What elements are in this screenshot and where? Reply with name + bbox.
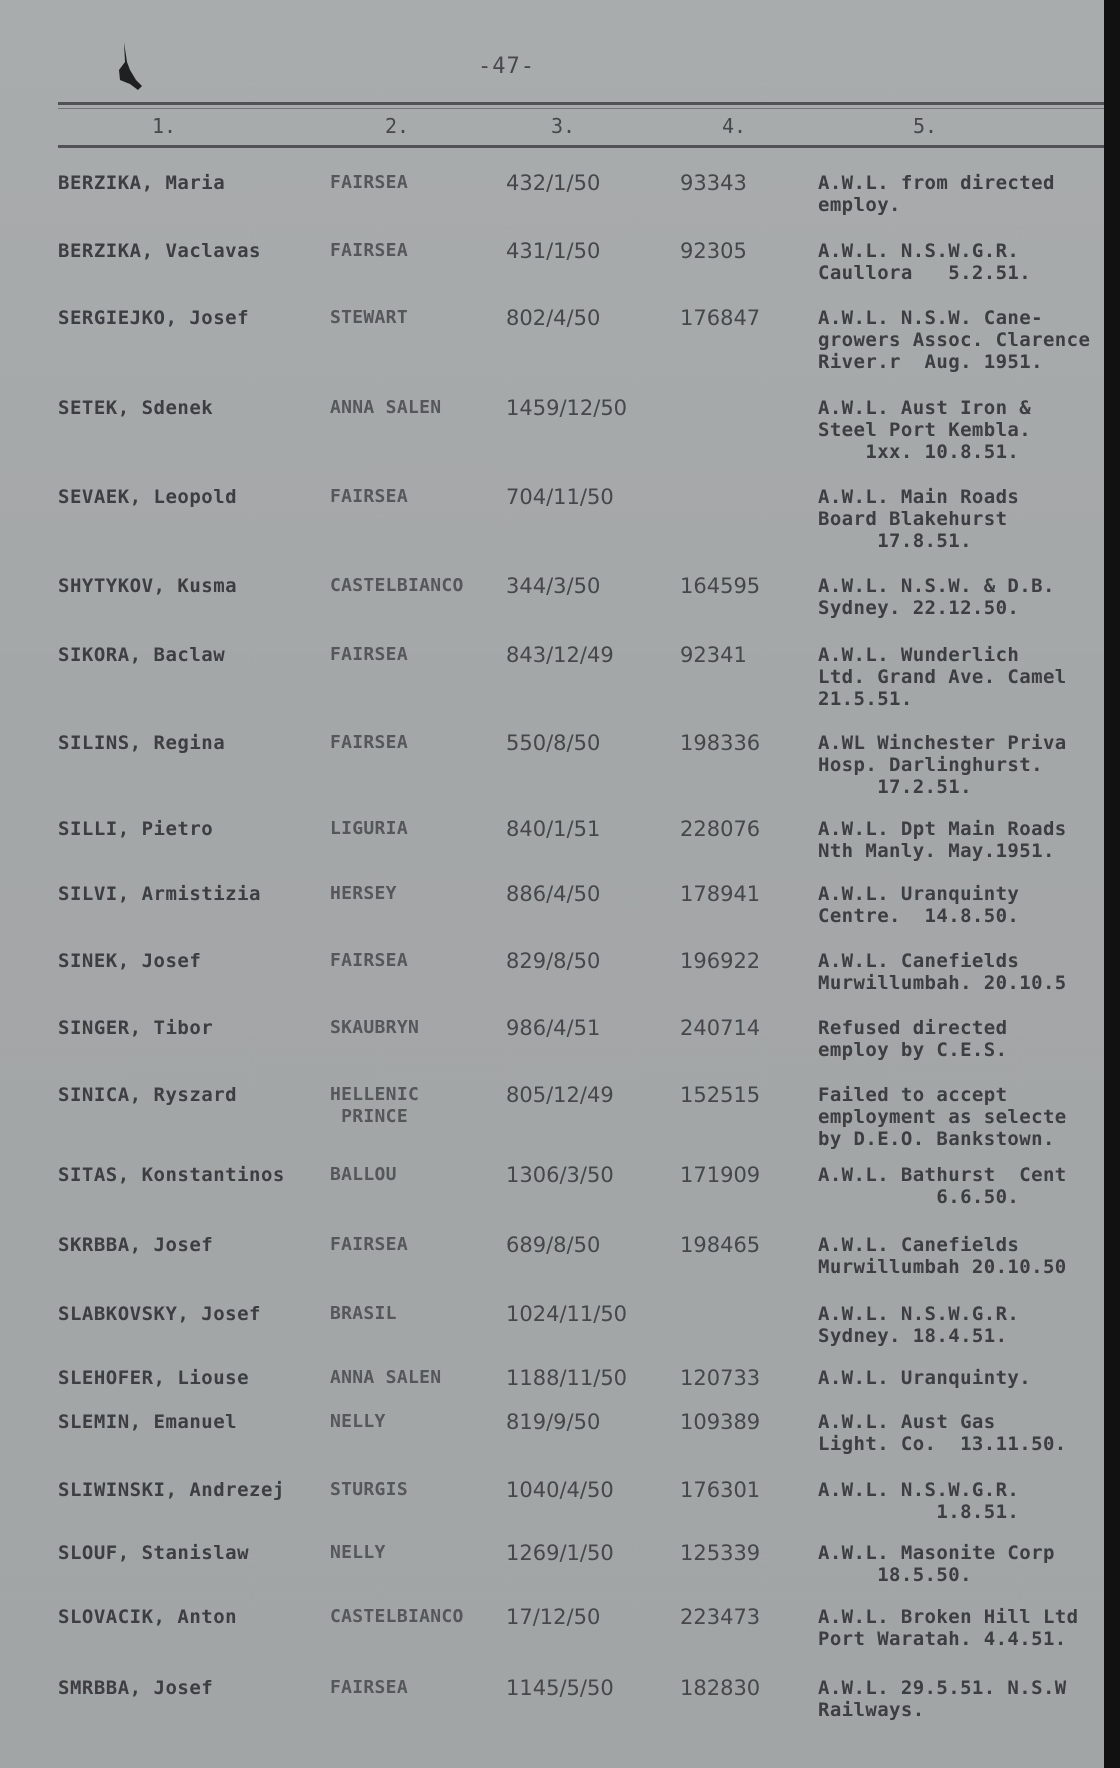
reference-cell: 431/1/50 bbox=[506, 239, 601, 263]
name-cell: SLABKOVSKY, Josef bbox=[58, 1303, 261, 1325]
column-header-1: 1. bbox=[152, 114, 177, 138]
ship-cell: ANNA SALEN bbox=[330, 397, 442, 418]
remarks-cell bbox=[818, 732, 1067, 798]
name-cell: SLOVACIK, Anton bbox=[58, 1606, 238, 1628]
remarks-cell bbox=[818, 883, 1019, 927]
ship-cell: STEWART bbox=[330, 307, 408, 328]
number-cell: 228076 bbox=[680, 817, 761, 841]
remarks-line: A.W.L. Uranquinty bbox=[818, 883, 1020, 905]
remarks-line: growers Assoc. Clarence bbox=[818, 329, 1091, 351]
remarks-line: A.W.L. N.S.W. Cane- bbox=[818, 307, 1043, 329]
remarks-line: Steel Port Kembla. bbox=[818, 419, 1032, 441]
remarks-line: 18.5.50. bbox=[818, 1564, 972, 1586]
remarks-line: A.W.L. from directed bbox=[818, 172, 1055, 194]
name-cell: BERZIKA, Maria bbox=[58, 172, 226, 194]
reference-cell: 1040/4/50 bbox=[506, 1478, 614, 1502]
ink-mark bbox=[116, 40, 146, 92]
number-cell: 198465 bbox=[680, 1233, 761, 1257]
ship-cell: FAIRSEA bbox=[330, 1234, 408, 1255]
name-cell: SILLI, Pietro bbox=[58, 818, 214, 840]
remarks-line: Murwillumbah. 20.10.5 bbox=[818, 972, 1067, 994]
reference-cell: 843/12/49 bbox=[506, 643, 614, 667]
remarks-line: River.r Aug. 1951. bbox=[818, 351, 1043, 373]
number-cell: 152515 bbox=[680, 1083, 761, 1107]
remarks-line: employ by C.E.S. bbox=[818, 1039, 1008, 1061]
remarks-line: A.W.L. N.S.W.G.R. bbox=[818, 1479, 1020, 1501]
number-cell: 196922 bbox=[680, 949, 761, 973]
reference-cell: 1145/5/50 bbox=[506, 1676, 614, 1700]
ship-cell: CASTELBIANCO bbox=[330, 1606, 464, 1627]
reference-cell: 344/3/50 bbox=[506, 574, 601, 598]
ship-cell: NELLY bbox=[330, 1542, 386, 1563]
remarks-line: by D.E.O. Bankstown. bbox=[818, 1128, 1055, 1150]
reference-cell: 802/4/50 bbox=[506, 306, 601, 330]
remarks-line: employ. bbox=[818, 194, 901, 216]
name-cell: SITAS, Konstantinos bbox=[58, 1164, 285, 1186]
column-header-3: 3. bbox=[551, 114, 576, 138]
remarks-line: 21.5.51. bbox=[818, 688, 913, 710]
number-cell: 125339 bbox=[680, 1541, 761, 1565]
name-cell: SILINS, Regina bbox=[58, 732, 226, 754]
reference-cell: 805/12/49 bbox=[506, 1083, 614, 1107]
number-cell: 240714 bbox=[680, 1016, 761, 1040]
ship-cell: FAIRSEA bbox=[330, 950, 408, 971]
reference-cell: 432/1/50 bbox=[506, 171, 601, 195]
reference-cell: 1306/3/50 bbox=[506, 1163, 614, 1187]
ship-cell: FAIRSEA bbox=[330, 732, 408, 753]
remarks-cell bbox=[818, 1367, 1031, 1389]
number-cell: 223473 bbox=[680, 1605, 761, 1629]
remarks-line: 17.8.51. bbox=[818, 530, 972, 552]
reference-cell: 886/4/50 bbox=[506, 882, 601, 906]
remarks-line: Centre. 14.8.50. bbox=[818, 905, 1020, 927]
number-cell: 92305 bbox=[680, 239, 747, 263]
remarks-line: A.W.L. Dpt Main Roads bbox=[818, 818, 1067, 840]
remarks-line: 6.6.50. bbox=[818, 1186, 1020, 1208]
number-cell: 182830 bbox=[680, 1676, 761, 1700]
column-header-4: 4. bbox=[722, 114, 747, 138]
remarks-cell bbox=[818, 1606, 1078, 1650]
remarks-line: 17.2.51. bbox=[818, 776, 972, 798]
remarks-cell bbox=[818, 1411, 1067, 1455]
ship-cell: FAIRSEA bbox=[330, 240, 408, 261]
remarks-line: Port Waratah. 4.4.51. bbox=[818, 1628, 1067, 1650]
remarks-line: Ltd. Grand Ave. Camel bbox=[818, 666, 1067, 688]
ship-cell: FAIRSEA bbox=[330, 172, 408, 193]
ship-cell: HELLENIC PRINCE bbox=[330, 1084, 420, 1127]
number-cell: 176847 bbox=[680, 306, 761, 330]
name-cell: SINGER, Tibor bbox=[58, 1017, 214, 1039]
number-cell: 120733 bbox=[680, 1366, 761, 1390]
number-cell: 109389 bbox=[680, 1410, 761, 1434]
number-cell: 176301 bbox=[680, 1478, 761, 1502]
reference-cell: 704/11/50 bbox=[506, 485, 614, 509]
remarks-line: A.W.L. N.S.W. & D.B. bbox=[818, 575, 1055, 597]
column-header-2: 2. bbox=[385, 114, 410, 138]
ship-cell: ANNA SALEN bbox=[330, 1367, 442, 1388]
number-cell: 198336 bbox=[680, 731, 761, 755]
remarks-line: A.W.L. Aust Gas bbox=[818, 1411, 996, 1433]
column-header-5: 5. bbox=[913, 114, 938, 138]
remarks-cell bbox=[818, 818, 1067, 862]
name-cell: SINICA, Ryszard bbox=[58, 1084, 238, 1106]
remarks-cell bbox=[818, 397, 1031, 463]
remarks-line: A.W.L. Broken Hill Ltd bbox=[818, 1606, 1079, 1628]
remarks-line: A.W.L. 29.5.51. N.S.W bbox=[818, 1677, 1067, 1699]
remarks-cell bbox=[818, 307, 1090, 373]
remarks-line: A.W.L. Wunderlich bbox=[818, 644, 1020, 666]
page-number: -47- bbox=[478, 54, 535, 79]
remarks-cell bbox=[818, 1479, 1019, 1523]
ship-cell: BRASIL bbox=[330, 1303, 397, 1324]
name-cell: SKRBBA, Josef bbox=[58, 1234, 214, 1256]
name-cell: SINEK, Josef bbox=[58, 950, 202, 972]
ship-cell: STURGIS bbox=[330, 1479, 408, 1500]
number-cell: 178941 bbox=[680, 882, 761, 906]
remarks-line: A.WL Winchester Priva bbox=[818, 732, 1067, 754]
remarks-cell bbox=[818, 486, 1019, 552]
reference-cell: 1269/1/50 bbox=[506, 1541, 614, 1565]
name-cell: SLEMIN, Emanuel bbox=[58, 1411, 238, 1433]
number-cell: 93343 bbox=[680, 171, 747, 195]
remarks-line: Refused directed bbox=[818, 1017, 1008, 1039]
remarks-line: Failed to accept bbox=[818, 1084, 1008, 1106]
name-cell: BERZIKA, Vaclavas bbox=[58, 240, 261, 262]
remarks-line: Murwillumbah 20.10.50 bbox=[818, 1256, 1067, 1278]
ship-cell: NELLY bbox=[330, 1411, 386, 1432]
name-cell: SILVI, Armistizia bbox=[58, 883, 261, 905]
remarks-cell bbox=[818, 172, 1055, 216]
remarks-cell bbox=[818, 240, 1031, 284]
remarks-line: Nth Manly. May.1951. bbox=[818, 840, 1055, 862]
reference-cell: 1459/12/50 bbox=[506, 396, 628, 420]
remarks-cell bbox=[818, 1084, 1067, 1150]
reference-cell: 840/1/51 bbox=[506, 817, 601, 841]
header-rule bbox=[58, 145, 1104, 148]
top-rule bbox=[58, 102, 1104, 105]
remarks-cell bbox=[818, 1677, 1067, 1721]
number-cell: 92341 bbox=[680, 643, 747, 667]
name-cell: SIKORA, Baclaw bbox=[58, 644, 226, 666]
remarks-line: A.W.L. Bathurst Cent bbox=[818, 1164, 1067, 1186]
reference-cell: 689/8/50 bbox=[506, 1233, 601, 1257]
scan-border bbox=[1104, 0, 1120, 1768]
remarks-line: A.W.L. Main Roads bbox=[818, 486, 1020, 508]
remarks-line: 1xx. 10.8.51. bbox=[818, 441, 1020, 463]
ship-cell: FAIRSEA bbox=[330, 644, 408, 665]
name-cell: SMRBBA, Josef bbox=[58, 1677, 214, 1699]
remarks-line: A.W.L. Uranquinty. bbox=[818, 1367, 1032, 1389]
name-cell: SHYTYKOV, Kusma bbox=[58, 575, 238, 597]
name-cell: SETEK, Sdenek bbox=[58, 397, 214, 419]
remarks-cell bbox=[818, 1017, 1007, 1061]
remarks-cell bbox=[818, 1542, 1055, 1586]
ship-cell: LIGURIA bbox=[330, 818, 408, 839]
reference-cell: 829/8/50 bbox=[506, 949, 601, 973]
top-rule-thin bbox=[58, 108, 1104, 109]
number-cell: 171909 bbox=[680, 1163, 761, 1187]
reference-cell: 1188/11/50 bbox=[506, 1366, 628, 1390]
remarks-line: Board Blakehurst bbox=[818, 508, 1008, 530]
remarks-line: A.W.L. Aust Iron & bbox=[818, 397, 1032, 419]
name-cell: SERGIEJKO, Josef bbox=[58, 307, 250, 329]
name-cell: SLEHOFER, Liouse bbox=[58, 1367, 250, 1389]
remarks-cell bbox=[818, 950, 1067, 994]
remarks-line: A.W.L. Canefields bbox=[818, 950, 1020, 972]
remarks-line: A.W.L. Masonite Corp bbox=[818, 1542, 1055, 1564]
remarks-line: A.W.L. N.S.W.G.R. bbox=[818, 1303, 1020, 1325]
ship-cell: CASTELBIANCO bbox=[330, 575, 464, 596]
remarks-line: employment as selecte bbox=[818, 1106, 1067, 1128]
remarks-cell bbox=[818, 575, 1055, 619]
ship-cell: HERSEY bbox=[330, 883, 397, 904]
remarks-cell bbox=[818, 1164, 1067, 1208]
reference-cell: 17/12/50 bbox=[506, 1605, 601, 1629]
reference-cell: 986/4/51 bbox=[506, 1016, 601, 1040]
reference-cell: 550/8/50 bbox=[506, 731, 601, 755]
remarks-cell bbox=[818, 644, 1067, 710]
ship-cell: SKAUBRYN bbox=[330, 1017, 420, 1038]
ship-cell: FAIRSEA bbox=[330, 1677, 408, 1698]
remarks-line: Sydney. 18.4.51. bbox=[818, 1325, 1008, 1347]
remarks-line: Sydney. 22.12.50. bbox=[818, 597, 1020, 619]
remarks-line: 1.8.51. bbox=[818, 1501, 1020, 1523]
remarks-line: A.W.L. N.S.W.G.R. bbox=[818, 240, 1020, 262]
ship-cell: FAIRSEA bbox=[330, 486, 408, 507]
name-cell: SLOUF, Stanislaw bbox=[58, 1542, 250, 1564]
remarks-cell bbox=[818, 1234, 1067, 1278]
remarks-cell bbox=[818, 1303, 1019, 1347]
number-cell: 164595 bbox=[680, 574, 761, 598]
remarks-line: Light. Co. 13.11.50. bbox=[818, 1433, 1067, 1455]
remarks-line: Caullora 5.2.51. bbox=[818, 262, 1032, 284]
remarks-line: Railways. bbox=[818, 1699, 925, 1721]
ship-cell: BALLOU bbox=[330, 1164, 397, 1185]
name-cell: SLIWINSKI, Andrezej bbox=[58, 1479, 285, 1501]
reference-cell: 819/9/50 bbox=[506, 1410, 601, 1434]
reference-cell: 1024/11/50 bbox=[506, 1302, 628, 1326]
remarks-line: Hosp. Darlinghurst. bbox=[818, 754, 1043, 776]
name-cell: SEVAEK, Leopold bbox=[58, 486, 238, 508]
remarks-line: A.W.L. Canefields bbox=[818, 1234, 1020, 1256]
